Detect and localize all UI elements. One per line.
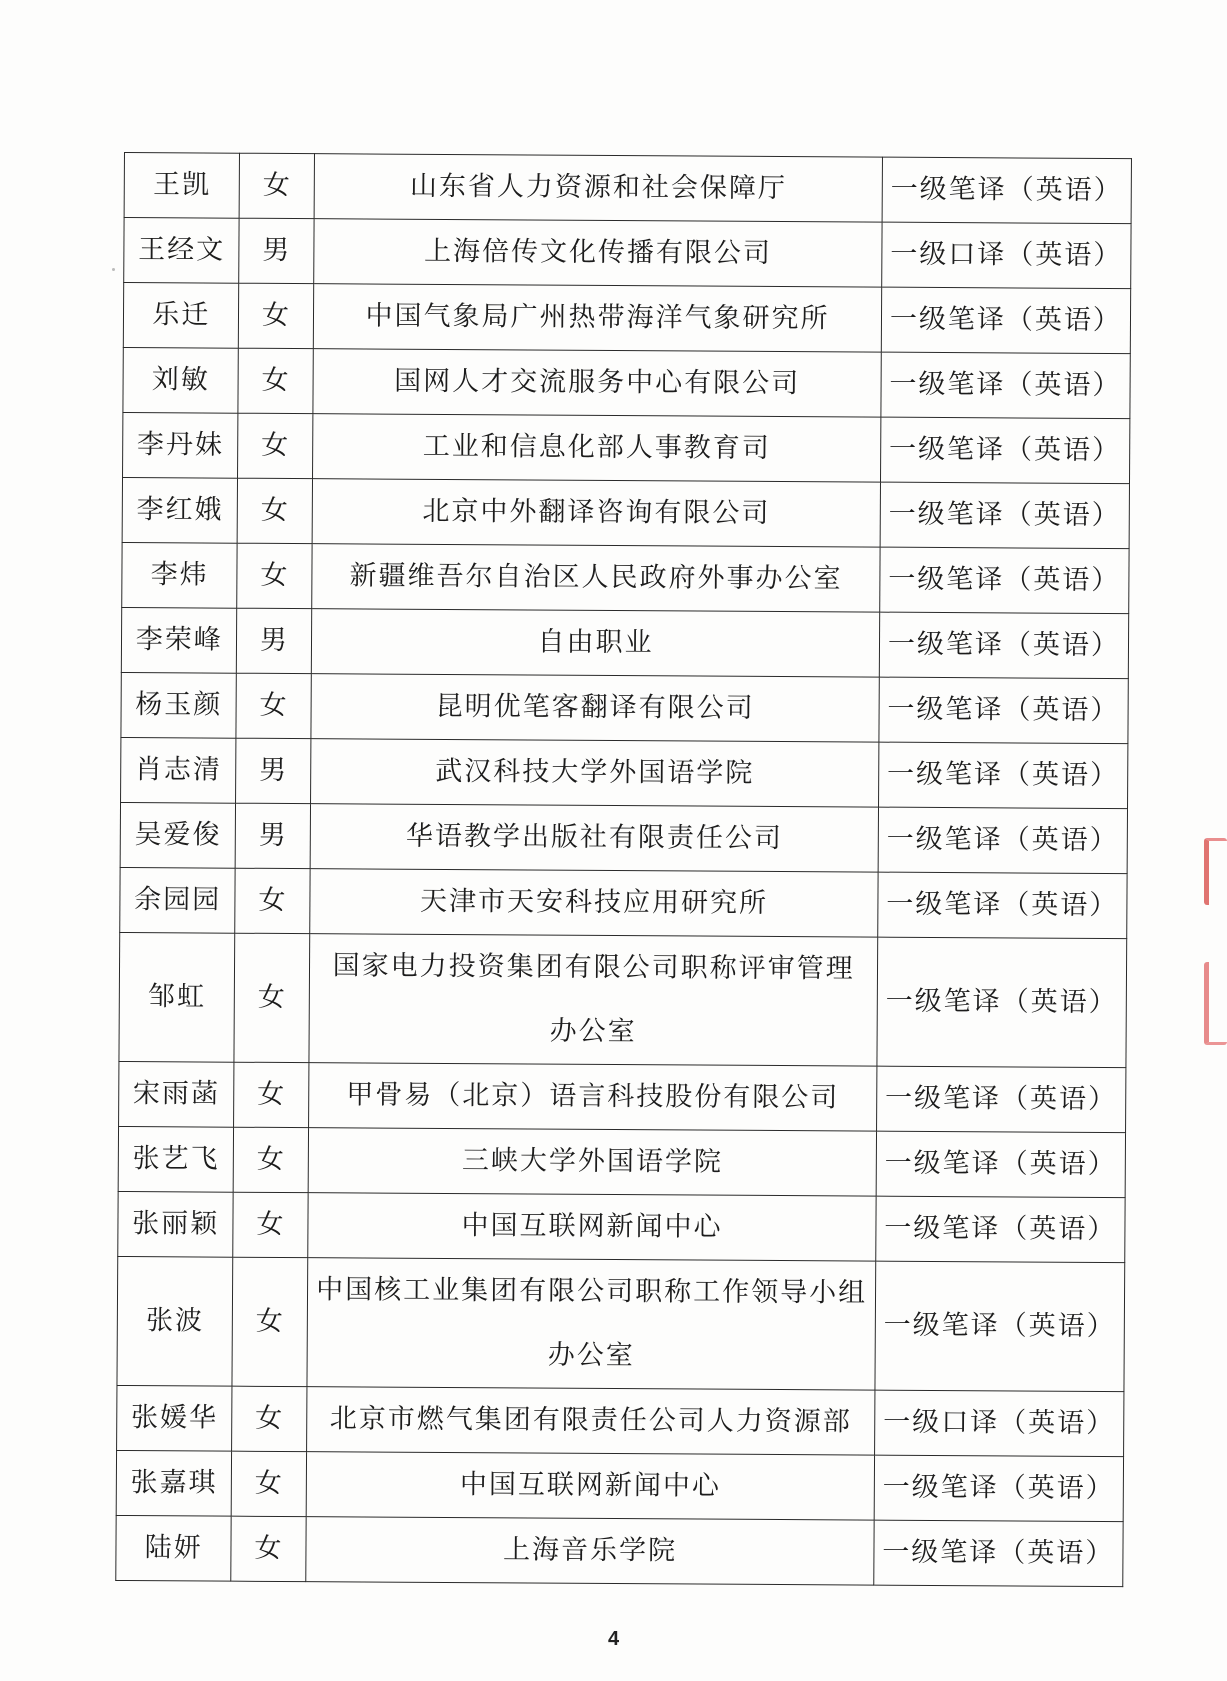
work-unit-line: 华语教学出版社有限责任公司 (405, 820, 784, 855)
work-unit-cell (309, 1063, 877, 1131)
work-unit-cell (307, 1452, 875, 1520)
qualification-cell: 一级笔译（英语） (875, 1196, 1125, 1263)
gender-cell: 女 (238, 478, 313, 543)
table-row (116, 1515, 1123, 1586)
work-unit-cell (315, 154, 883, 222)
work-unit-cell (309, 1128, 877, 1196)
qualification-cell: 一级笔译（英语） (876, 1131, 1126, 1198)
gender-cell: 女 (234, 1062, 309, 1127)
roster-body (116, 153, 1132, 1587)
gender-cell: 女 (238, 413, 313, 478)
qualification-cell: 一级笔译（英语） (874, 1520, 1124, 1587)
name-cell: 宋雨菡 (119, 1061, 235, 1127)
work-unit-cell (308, 1193, 876, 1261)
work-unit-cell (312, 544, 880, 612)
name-cell: 张媛华 (117, 1385, 233, 1451)
name-cell: 张丽颖 (118, 1191, 234, 1257)
gender-cell: 女 (236, 673, 311, 738)
work-unit-cell (313, 414, 881, 482)
qualification-cell: 一级笔译（英语） (875, 1261, 1125, 1392)
work-unit-line: 山东省人力资源和社会保障厅 (409, 170, 787, 205)
table-row (124, 153, 1131, 224)
gender-cell: 女 (232, 1386, 307, 1451)
table-row (121, 607, 1128, 678)
work-unit-line: 中国互联网新闻中心 (461, 1210, 723, 1243)
work-unit-line: 工业和信息化部人事教育司 (422, 430, 771, 464)
table-row (119, 1061, 1126, 1132)
table-row (123, 283, 1130, 354)
work-unit-line: 国家电力投资集团有限公司职称评审管理 (332, 950, 855, 985)
gender-cell: 男 (236, 738, 311, 803)
work-unit-cell (311, 739, 879, 807)
qualification-cell: 一级笔译（英语） (879, 547, 1129, 614)
qualification-roster-table (115, 152, 1132, 1587)
table-row (122, 542, 1129, 613)
name-cell: 余园园 (120, 867, 236, 933)
qualification-cell: 一级笔译（英语） (878, 742, 1128, 809)
name-cell: 李红娥 (122, 477, 238, 543)
table-row (119, 932, 1127, 1067)
table-row (120, 802, 1127, 873)
work-unit-cell (309, 934, 877, 1066)
work-unit-line: 办公室 (547, 1339, 635, 1372)
work-unit-cell (314, 284, 882, 352)
table-row (124, 218, 1131, 289)
work-unit-cell (306, 1517, 874, 1585)
name-cell: 吴爱俊 (120, 802, 236, 868)
gender-cell: 女 (234, 933, 310, 1062)
work-unit-line: 新疆维吾尔自治区人民政府外事办公室 (349, 560, 843, 595)
work-unit-line: 甲骨易（北京）语言科技股份有限公司 (346, 1079, 840, 1114)
qualification-cell: 一级笔译（英语） (878, 807, 1128, 874)
name-cell: 乐迁 (123, 283, 239, 349)
work-unit-cell (312, 609, 880, 677)
gender-cell: 女 (233, 1192, 308, 1257)
qualification-cell: 一级笔译（英语） (874, 1455, 1124, 1522)
name-cell: 张艺飞 (118, 1126, 234, 1192)
work-unit-line: 昆明优笔客翻译有限公司 (435, 690, 755, 724)
work-unit-line: 北京中外翻译咨询有限公司 (422, 495, 771, 529)
name-cell: 王经文 (124, 218, 240, 284)
gender-cell: 女 (231, 1516, 306, 1581)
name-cell: 张波 (117, 1256, 233, 1386)
table-row (123, 347, 1130, 418)
work-unit-cell (307, 1387, 875, 1455)
work-unit-cell (313, 349, 881, 417)
table-row (117, 1385, 1124, 1456)
page-number: 4 (607, 1628, 620, 1650)
name-cell: 李炜 (122, 542, 238, 608)
qualification-cell: 一级笔译（英语） (882, 157, 1132, 224)
gender-cell: 女 (232, 1451, 307, 1516)
work-unit-line: 国网人才交流服务中心有限公司 (394, 365, 801, 400)
work-unit-line: 天津市天安科技应用研究所 (419, 885, 769, 919)
table-row (121, 737, 1128, 808)
table-row (120, 867, 1127, 938)
table-row (122, 477, 1129, 548)
table-row (118, 1191, 1125, 1262)
table-row (123, 412, 1130, 483)
work-unit-cell (311, 674, 879, 742)
work-unit-cell (313, 479, 881, 547)
table-row (121, 672, 1128, 743)
gender-cell: 男 (236, 803, 311, 868)
scan-speck (112, 268, 115, 271)
gender-cell: 女 (237, 543, 312, 608)
qualification-cell: 一级笔译（英语） (876, 1066, 1126, 1133)
qualification-cell: 一级笔译（英语） (880, 417, 1130, 484)
qualification-cell: 一级笔译（英语） (877, 872, 1127, 939)
work-unit-line: 中国互联网新闻中心 (459, 1469, 722, 1502)
gender-cell: 女 (232, 1257, 308, 1386)
work-unit-line: 中国核工业集团有限公司职称工作领导小组 (316, 1274, 868, 1309)
gender-cell: 女 (239, 283, 314, 348)
name-cell: 邹虹 (119, 932, 235, 1062)
work-unit-cell (314, 219, 882, 287)
qualification-cell: 一级笔译（英语） (877, 937, 1127, 1068)
red-seal-fragment (1204, 962, 1227, 1045)
name-cell: 肖志清 (121, 737, 237, 803)
work-unit-line: 办公室 (549, 1015, 637, 1048)
gender-cell: 女 (235, 868, 310, 933)
work-unit-cell (310, 869, 878, 937)
name-cell: 陆妍 (116, 1515, 232, 1581)
gender-cell: 男 (237, 608, 312, 673)
gender-cell: 女 (240, 153, 315, 218)
work-unit-cell (311, 804, 879, 872)
work-unit-line: 北京市燃气集团有限责任公司人力资源部 (329, 1403, 852, 1438)
work-unit-cell (307, 1258, 875, 1390)
name-cell: 杨玉颜 (121, 672, 237, 738)
work-unit-line: 上海倍传文化传播有限公司 (423, 235, 773, 269)
work-unit-line: 上海音乐学院 (502, 1534, 678, 1567)
work-unit-line: 自由职业 (537, 626, 654, 659)
qualification-cell: 一级笔译（英语） (879, 677, 1129, 744)
name-cell: 李丹妹 (123, 412, 239, 478)
name-cell: 刘敏 (123, 347, 239, 413)
qualification-cell: 一级口译（英语） (881, 222, 1131, 289)
gender-cell: 女 (238, 348, 313, 413)
name-cell: 李荣峰 (121, 607, 237, 673)
qualification-cell: 一级笔译（英语） (879, 612, 1129, 679)
table-row (117, 1256, 1125, 1391)
qualification-cell: 一级笔译（英语） (881, 287, 1131, 354)
work-unit-line: 武汉科技大学外国语学院 (435, 755, 755, 789)
qualification-cell: 一级笔译（英语） (881, 352, 1131, 419)
gender-cell: 女 (234, 1127, 309, 1192)
name-cell: 王凯 (124, 153, 240, 219)
table-row (118, 1126, 1125, 1197)
red-seal-fragment (1204, 838, 1227, 905)
name-cell: 张嘉琪 (116, 1450, 232, 1516)
gender-cell: 男 (239, 218, 314, 283)
qualification-cell: 一级笔译（英语） (880, 482, 1130, 549)
qualification-cell: 一级口译（英语） (874, 1390, 1124, 1457)
work-unit-line: 中国气象局广州热带海洋气象研究所 (365, 300, 830, 335)
table-row (116, 1450, 1123, 1521)
work-unit-line: 三峡大学外国语学院 (461, 1145, 724, 1178)
